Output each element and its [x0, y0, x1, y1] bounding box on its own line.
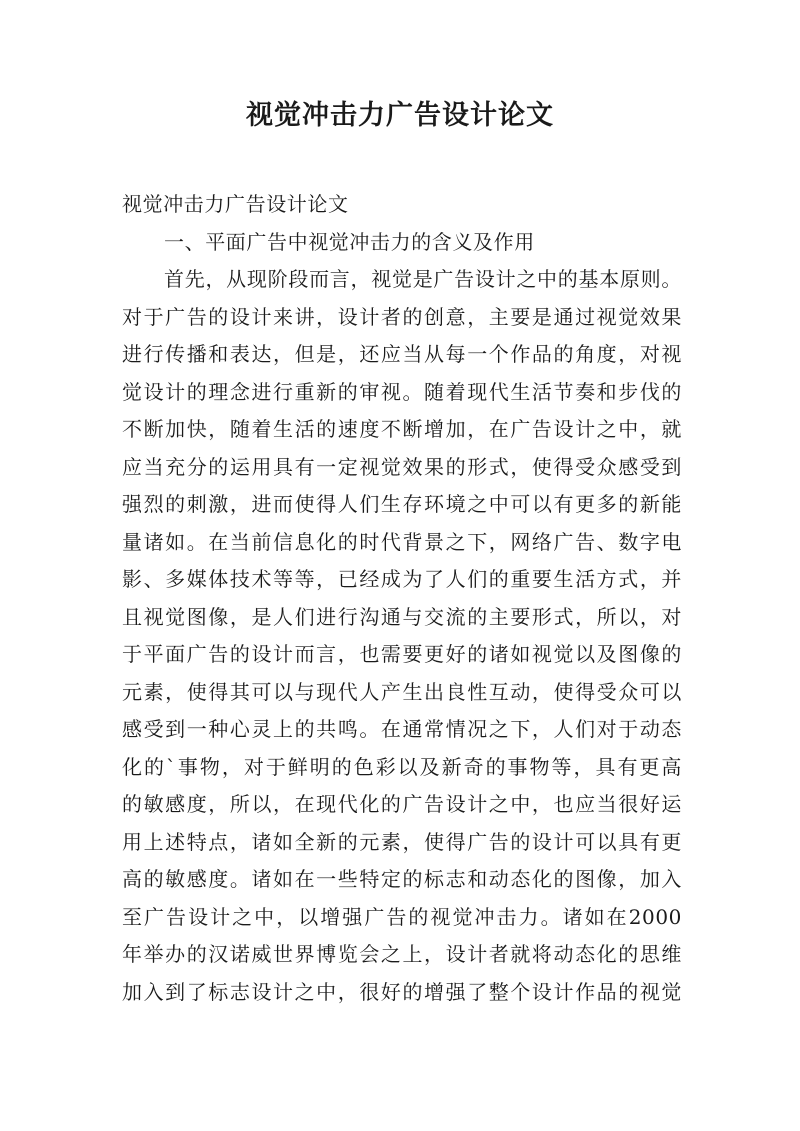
- body-line-subtitle: 视觉冲击力广告设计论文: [122, 192, 349, 216]
- paragraph-line: 高的敏感度。诸如在一些特定的标志和动态化的图像，加入: [122, 867, 682, 891]
- paragraph-line: 强烈的刺激，进而使得人们生存环境之中可以有更多的新能: [122, 492, 682, 516]
- paragraph-line: 感受到一种心灵上的共鸣。在通常情况之下，人们对于动态: [122, 717, 682, 741]
- paragraph-line: 应当充分的运用具有一定视觉效果的形式，使得受众感受到: [122, 454, 682, 479]
- paragraph-line: 觉设计的理念进行重新的审视。随着现代生活节奏和步伐的: [122, 379, 682, 404]
- document-title: 视觉冲击力广告设计论文: [246, 100, 554, 131]
- paragraph-line: 进行传播和表达，但是，还应当从每一个作品的角度，对视: [122, 342, 682, 366]
- paragraph-line: 对于广告的设计来讲，设计者的创意，主要是通过视觉效果: [122, 304, 682, 329]
- paragraph-line: 于平面广告的设计而言，也需要更好的诸如视觉以及图像的: [122, 642, 682, 666]
- paragraph-line: 且视觉图像，是人们进行沟通与交流的主要形式，所以，对: [122, 604, 682, 629]
- paragraph-line: 元素，使得其可以与现代人产生出良性互动，使得受众可以: [122, 679, 682, 704]
- paragraph-line: 至广告设计之中，以增强广告的视觉冲击力。诸如在2000: [122, 904, 682, 929]
- paragraph-line: 影、多媒体技术等等，已经成为了人们的重要生活方式，并: [122, 567, 682, 591]
- paragraph-line: 化的`事物，对于鲜明的色彩以及新奇的事物等，具有更高: [122, 754, 682, 779]
- paragraph-line: 用上述特点，诸如全新的元素，使得广告的设计可以具有更: [122, 829, 682, 854]
- paragraph-line: 首先，从现阶段而言，视觉是广告设计之中的基本原则。: [164, 267, 682, 291]
- paragraph-line: 量诸如。在当前信息化的时代背景之下，网络广告、数字电: [122, 529, 682, 554]
- paragraph-line: 加入到了标志设计之中，很好的增强了整个设计作品的视觉: [122, 979, 682, 1004]
- paragraph-line: 年举办的汉诺威世界博览会之上，设计者就将动态化的思维: [122, 942, 682, 966]
- document-body: [122, 186, 682, 1011]
- paragraph-line: 的敏感度，所以，在现代化的广告设计之中，也应当很好运: [122, 792, 682, 816]
- paragraph-line: 不断加快，随着生活的速度不断增加，在广告设计之中，就: [122, 417, 682, 441]
- section-heading: 一、平面广告中视觉冲击力的含义及作用: [164, 229, 535, 254]
